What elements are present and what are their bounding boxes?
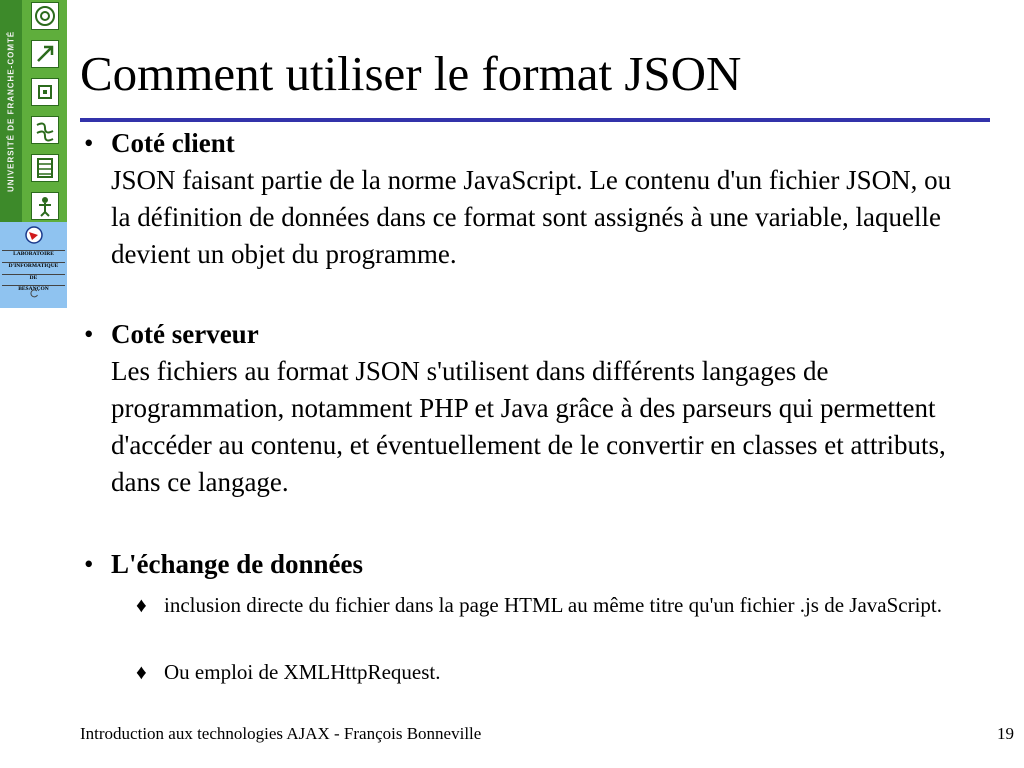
lab-logo-icon: [24, 225, 44, 245]
sub-bullet-xhr: Ou emploi de XMLHttpRequest.: [164, 660, 441, 684]
bullet-server: [111, 316, 971, 501]
page-number: 19: [997, 724, 1014, 743]
footer-caption: Introduction aux technologies AJAX - François Bonneville: [80, 724, 482, 743]
wave-icon: [31, 116, 59, 144]
sub-bullet-marker: ♦: [136, 593, 147, 617]
university-name: UNIVERSITÉ DE FRANCHE-COMTÉ: [0, 0, 22, 222]
bullet-exchange: [111, 546, 971, 583]
bullet-heading: Coté client: [111, 128, 235, 158]
square-icon: [31, 78, 59, 106]
bullet-body: Les fichiers au format JSON s'utilisent dans différents langages de programmation, notamment PHP et Java grâce à des parseurs qui permettent d'accéder au contenu, et éventuellement de le convertir en classes et attributs, dans ce langage.: [111, 356, 946, 497]
spiral-icon: [31, 2, 59, 30]
bullet-marker: •: [84, 128, 94, 158]
bullet-marker: •: [84, 319, 94, 349]
title-underline: [80, 118, 990, 122]
sub-bullet-marker: ♦: [136, 660, 147, 684]
bullet-body: JSON faisant partie de la norme JavaScript. Le contenu d'un fichier JSON, ou la définition de données dans ce format sont assignés à une variable, laquelle devient un objet du programme.: [111, 165, 952, 269]
bullet-heading: L'échange de données: [111, 549, 364, 579]
tower-icon: [31, 154, 59, 182]
bullet-marker: •: [84, 549, 94, 579]
lab-line-3: DE: [2, 274, 65, 281]
swirl-icon: [29, 288, 39, 298]
lab-line-1: LABORATOIRE: [2, 250, 65, 257]
bullet-heading: Coté serveur: [111, 319, 259, 349]
sub-bullet-inclusion: inclusion directe du fichier dans la page HTML au même titre qu'un fichier .js de JavaScript.: [164, 593, 943, 617]
bullet-client: [111, 125, 971, 273]
slide-title: Comment utiliser le format JSON: [80, 46, 742, 101]
arrow-icon: [31, 40, 59, 68]
lab-line-4: BESANÇON: [2, 285, 65, 292]
university-icons: [28, 2, 60, 220]
figure-icon: [31, 192, 59, 220]
university-banner: [0, 0, 67, 222]
lab-line-2: D'INFORMATIQUE: [2, 262, 65, 269]
